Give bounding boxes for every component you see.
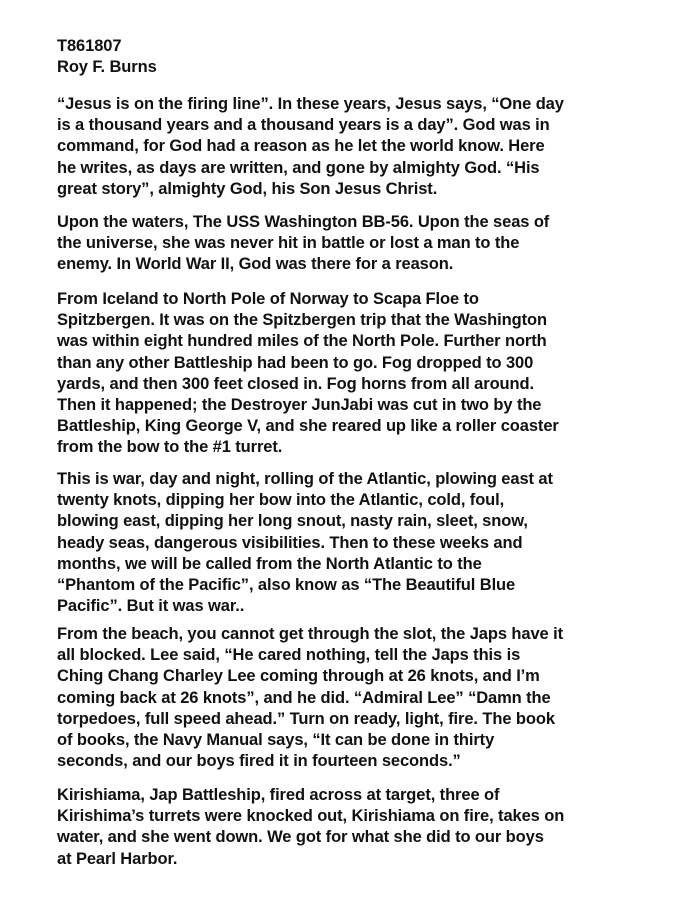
- paragraph-6: [57, 785, 697, 870]
- document-header: [57, 36, 157, 78]
- document-author: Roy F. Burns: [57, 58, 157, 76]
- text-line: Battleship, King George V, and she reared up like a roller coaster: [57, 417, 559, 436]
- text-line: was within eight hundred miles of the North Pole. Further north: [57, 332, 547, 351]
- paragraph-5: [57, 624, 697, 772]
- text-line: months, we will be called from the North Atlantic to the: [57, 554, 482, 573]
- paragraph-1: [57, 94, 697, 200]
- text-line: than any other Battleship had been to go. Fog dropped to 300: [57, 353, 534, 372]
- text-line: From Iceland to North Pole of Norway to Scapa Floe to: [57, 290, 479, 308]
- text-line: From the beach, you cannot get through the slot, the Japs have it: [57, 625, 563, 643]
- text-line: “Phantom of the Pacific”, also know as “The Beautiful Blue: [57, 576, 516, 595]
- text-line: heady seas, dangerous visibilities. Then to these weeks and: [57, 533, 523, 552]
- text-line: torpedoes, full speed ahead.” Turn on ready, light, fire. The book: [57, 709, 555, 728]
- text-line: Pacific”. But it was war..: [57, 597, 245, 616]
- text-line: coming back at 26 knots”, and he did. “Admiral Lee” “Damn the: [57, 688, 551, 707]
- paragraph-3: [57, 289, 697, 459]
- text-line: is a thousand years and a thousand years is a day”. God was in: [57, 116, 550, 135]
- text-line: at Pearl Harbor.: [57, 849, 178, 868]
- text-line: great story”, almighty God, his Son Jesus Christ.: [57, 179, 438, 198]
- text-line: twenty knots, dipping her bow into the Atlantic, cold, foul,: [57, 491, 505, 510]
- text-line: all blocked. Lee said, “He cared nothing, tell the Japs this is: [57, 646, 521, 665]
- text-line: Spitzbergen. It was on the Spitzbergen trip that the Washington: [57, 311, 547, 330]
- text-line: “Jesus is on the firing line”. In these years, Jesus says, “One day: [57, 95, 564, 113]
- text-line: Ching Chang Charley Lee coming through at 26 knots, and I’m: [57, 667, 540, 686]
- text-line: from the bow to the #1 turret.: [57, 438, 283, 457]
- text-line: he writes, as days are written, and gone by almighty God. “His: [57, 158, 540, 177]
- paragraph-4: [57, 469, 697, 617]
- text-line: yards, and then 300 feet closed in. Fog horns from all around.: [57, 374, 534, 393]
- text-line: enemy. In World War II, God was there for a reason.: [57, 255, 454, 274]
- text-line: Kirishima’s turrets were knocked out, Kirishiama on fire, takes on: [57, 807, 565, 826]
- text-line: water, and she went down. We got for what she did to our boys: [57, 828, 544, 847]
- text-line: seconds, and our boys fired it in fourteen seconds.”: [57, 752, 461, 771]
- text-line: the universe, she was never hit in battle or lost a man to the: [57, 234, 520, 253]
- text-line: This is war, day and night, rolling of the Atlantic, plowing east at: [57, 470, 553, 488]
- text-line: of books, the Navy Manual says, “It can be done in thirty: [57, 731, 495, 750]
- text-line: Then it happened; the Destroyer JunJabi was cut in two by the: [57, 396, 542, 415]
- text-line: blowing east, dipping her long snout, nasty rain, sleet, snow,: [57, 512, 528, 531]
- text-line: Upon the waters, The USS Washington BB-56. Upon the seas of: [57, 213, 550, 231]
- paragraph-2: [57, 212, 697, 276]
- document-id: T861807: [57, 37, 122, 55]
- text-line: Kirishiama, Jap Battleship, fired across at target, three of: [57, 786, 500, 804]
- text-line: command, for God had a reason as he let the world know. Here: [57, 137, 545, 156]
